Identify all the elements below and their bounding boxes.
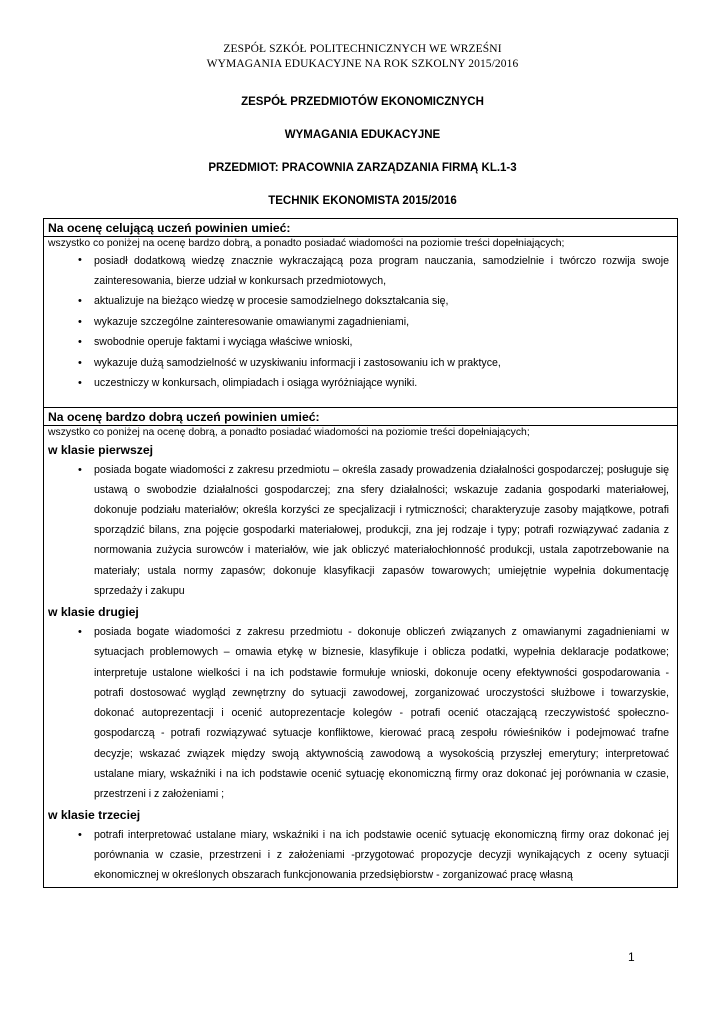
title-team: ZESPÓŁ PRZEDMIOTÓW EKONOMICZNYCH [241,96,484,108]
class-second-list [44,622,677,805]
bullet-icon: • [78,295,82,307]
title-requirements: WYMAGANIA EDUKACYJNE [284,129,441,141]
requirements-table [43,218,678,888]
class-first-label: w klasie pierwszej [48,442,154,457]
bullet-icon: • [78,625,82,638]
page-number: 1 [628,950,635,964]
list-item: • posiadł dodatkową wiedzę znacznie wykraczającą poza program nauczania, samodzielnie i twórczo rozwija swoje zainteresowania, bierze udział w konkursach przedmiotowych, [44,251,677,291]
bullet-icon: • [78,356,82,369]
class-third-label: w klasie trzeciej [48,807,141,822]
list-item: • wykazuje dużą samodzielność w uzyskiwaniu informacji i zastosowaniu ich w praktyce, [44,353,677,374]
title-subject: PRZEDMIOT: PRACOWNIA ZARZĄDZANIA FIRMĄ KL.1-3 [208,162,517,174]
header-school-name: ZESPÓŁ SZKÓŁ POLITECHNICZNYCH WE WRZEŚNI [223,43,502,55]
class-second-label: w klasie drugiej [48,604,139,619]
list-item: • wykazuje szczególne zainteresowanie omawianymi zagadnieniami, [44,312,677,333]
bullet-icon: • [78,377,82,389]
list-item: • aktualizuje na bieżąco wiedzę w procesie samodzielnego dokształcania się, [44,291,677,312]
bullet-icon: • [78,254,82,266]
list-item: • potrafi interpretować ustalane miary, wskaźniki i na ich podstawie ocenić sytuację ekonomiczną firmy oraz dokonać jej porównania w czasie, przestrzeni i z założeniami -przygotować propozycje decyzji wynikających z oceny sytuacji ekonomicznej w określonych obszarach funkcjonowania przedsiębiorstw - zorganizować pracę własną [44,825,677,886]
list-item: • posiada bogate wiadomości z zakresu przedmiotu – określa zasady prowadzenia działalności gospodarczej; posługuje się ustawą o swobodzie działalności gospodarczej; zna sfery działalności; wskazuje zadania gospodarki materiałowej, dokonuje podziału materiałów; określa korzyści ze specjalizacji i rytmiczności; charakteryzuje zasoby majątkowe, potrafi sporządzić bilans, zna pojęcie gospodarki materiałowej, produkcji, zna jej rodzaje i typy; potrafi rozwiązywać zadania z normowania zużycia surowców i materiałów, wie jak obliczyć materiałochłonność produkcji, ustala zapotrzebowanie na materiały; ustala normy zapasów; dokonuje klasyfikacji zapasów towarowych; umiejętnie wypełnia dokumentację sprzedaży i zakupu [44,460,677,601]
bullet-icon: • [78,463,82,476]
class-first-list [44,460,677,601]
section-celujaca-list [44,251,677,407]
section-bardzo-dobra-intro: wszystko co poniżej na ocenę dobrą, a ponadto posiadać wiadomości na poziomie treści dopełniających; [44,425,677,440]
title-profession: TECHNIK EKONOMISTA 2015/2016 [268,195,457,207]
section-celujaca-intro: wszystko co poniżej na ocenę bardzo dobrą, a ponadto posiadać wiadomości na poziomie treści dopełniających; [44,236,677,251]
bullet-icon: • [78,336,82,348]
bullet-icon: • [78,315,82,328]
list-item: • swobodnie operuje faktami i wyciąga właściwe wnioski, [44,332,677,353]
list-item: • posiada bogate wiadomości z zakresu przedmiotu - dokonuje obliczeń związanych z omawianymi zagadnieniami w sytuacjach problemowych – omawia etykę w biznesie, klasyfikuje i oblicza podatki, wypełnia deklaracje podatkowe; interpretuje ustalone wielkości i na ich podstawie formułuje wnioski, dokonuje oceny efektywności gospodarowania - potrafi dostosować wygląd zewnętrzny do sytuacji zawodowej, zorganizować uroczystości służbowe i towarzyskie, dokonać autoprezentacji i ocenić autoprezentacje kolegów - potrafi ocenić otaczającą rzeczywistość społeczno-gospodarczą - potrafi rozwiązywać sytuacje konfliktowe, kierować pracą zespołu rówieśników i podejmować trafne decyzje; wskazać związek między swoją aktywnością zawodową a wysokością przyszłej emerytury; interpretować ustalane miary, wskaźniki i na ich podstawie ocenić sytuację ekonomiczną firmy oraz dokonać jej porównania w czasie, przestrzeni i z założeniami ; [44,622,677,805]
header-requirements-year: WYMAGANIA EDUKACYJNE NA ROK SZKOLNY 2015/2016 [206,58,519,70]
class-third-list [44,825,677,888]
bullet-icon: • [78,828,82,841]
section-celujaca-title: Na ocenę celującą uczeń powinien umieć: [48,221,291,235]
section-bardzo-dobra-title: Na ocenę bardzo dobrą uczeń powinien umieć: [48,409,320,424]
list-item: • uczestniczy w konkursach, olimpiadach i osiąga wyróżniające wyniki. [44,373,677,394]
